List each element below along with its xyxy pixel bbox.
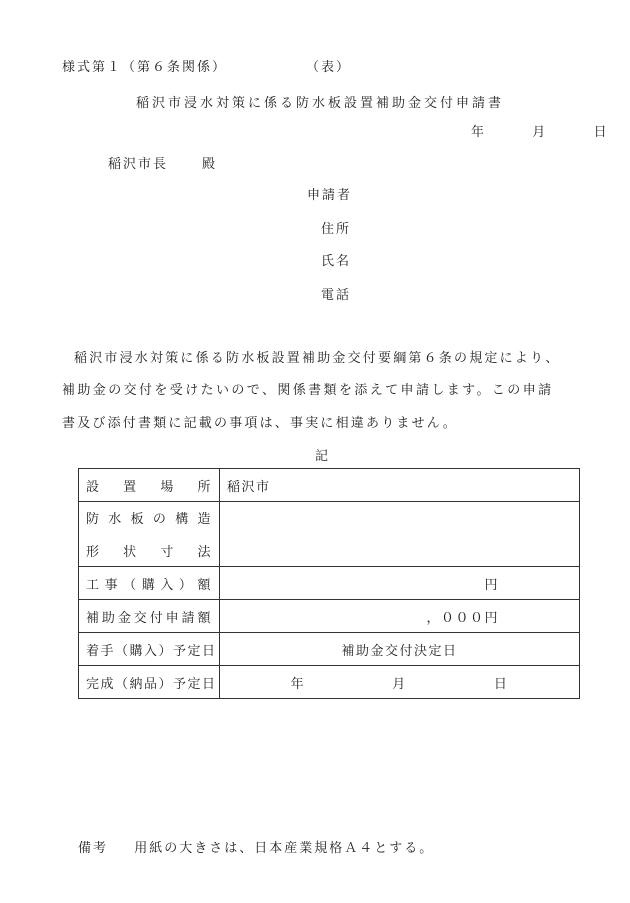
date-month-label: 月	[532, 125, 548, 140]
start-label: 着手（購入）予定日	[86, 643, 217, 659]
dimensions-label: 形 状 寸 法	[86, 545, 212, 560]
complete-day-label: 日	[493, 676, 509, 692]
cost-label-cell	[79, 567, 220, 600]
structure-value-cell	[220, 502, 580, 567]
phone-label: 電話	[321, 288, 352, 303]
name-label: 氏名	[321, 254, 352, 269]
addressee-name: 稲沢市長	[108, 157, 169, 172]
body-text-line: 補助金の交付を受けたいので、関係書類を添えて申請します。この申請	[62, 383, 554, 398]
structure-label: 防 水 板 の 構 造	[86, 512, 212, 527]
complete-label: 完成（納品）予定日	[86, 676, 217, 692]
start-value: 補助金交付決定日	[220, 633, 580, 666]
table-row	[79, 567, 580, 600]
body-text-line: 書及び添付書類に記載の事項は、事実に相違ありません。	[62, 416, 458, 431]
form-side-label: （表）	[306, 60, 352, 75]
table-row	[79, 469, 580, 502]
addressee-honorific: 殿	[202, 157, 218, 172]
document-title: 稲沢市浸水対策に係る防水板設置補助金交付申請書	[136, 96, 505, 111]
cost-value: 円	[220, 567, 580, 600]
table-row	[79, 633, 580, 666]
table-row	[79, 502, 580, 567]
date-day-label: 日	[593, 125, 609, 140]
applicant-label: 申請者	[307, 188, 353, 203]
remark-label: 備考	[78, 841, 109, 856]
complete-date-cell	[220, 666, 580, 699]
structure-label-cell	[79, 502, 220, 567]
form-number: 様式第１（第６条関係）	[62, 60, 228, 75]
detail-table	[78, 468, 580, 699]
subsidy-label-cell	[79, 600, 220, 633]
application-date	[471, 121, 609, 140]
start-label-cell	[79, 633, 220, 666]
body-text-line: 稲沢市浸水対策に係る防水板設置補助金交付要綱第６条の規定により、	[74, 351, 561, 366]
table-row	[79, 600, 580, 633]
addressee	[108, 153, 217, 172]
location-value-cell	[220, 469, 580, 502]
ki-label: 記	[315, 449, 331, 464]
table-row	[79, 666, 580, 699]
complete-month-label: 月	[392, 676, 407, 692]
complete-year-label: 年	[290, 676, 306, 692]
location-label: 設 置 場 所	[86, 479, 212, 495]
location-label-cell	[79, 469, 220, 502]
subsidy-value: ，０００円	[220, 600, 580, 633]
remark-text: 用紙の大きさは、日本産業規格Ａ４とする。	[134, 841, 435, 856]
cost-label: 工 事 （ 購 入 ） 額	[86, 577, 212, 593]
date-year-label: 年	[471, 125, 487, 140]
subsidy-label: 補 助 金 交 付 申 請 額	[86, 610, 212, 626]
complete-label-cell	[79, 666, 220, 699]
address-label: 住所	[321, 222, 352, 237]
location-value: 稲沢市	[227, 479, 271, 495]
remark	[78, 837, 434, 856]
